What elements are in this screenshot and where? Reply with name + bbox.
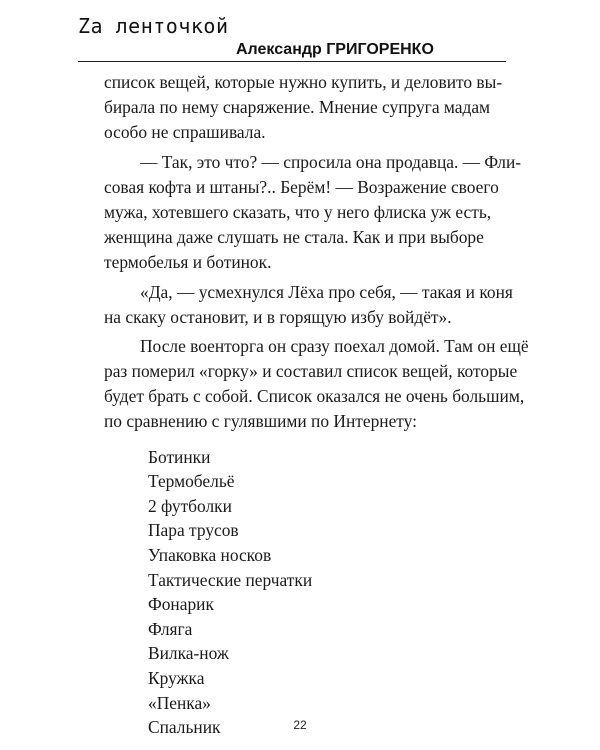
text-line: особо не спрашивала. xyxy=(104,122,266,143)
body-text xyxy=(104,70,529,740)
text-line: мужа, хотевшего сказать, что у него флиска уж есть, xyxy=(104,201,492,222)
packing-list xyxy=(104,445,516,740)
list-item: Фонарик xyxy=(148,594,214,615)
text-line: будет брать с собой. Список оказался не очень большим, xyxy=(104,386,525,407)
text-line: — Так, это что? — спросила она продавца. — Фли- xyxy=(140,151,522,172)
list-item: Кружка xyxy=(148,667,205,688)
page-number: 22 xyxy=(293,718,307,732)
list-item: Пара трусов xyxy=(148,520,239,541)
list-item: «Пенка» xyxy=(148,692,211,713)
text-line: После военторга он сразу поехал домой. Там он ещё xyxy=(140,335,529,356)
list-item: 2 футболки xyxy=(148,495,232,516)
list-item: Термобельё xyxy=(148,471,235,492)
text-line: женщина даже слушать не стала. Как и при выборе xyxy=(104,227,484,248)
list-item: Тактические перчатки xyxy=(148,569,313,590)
text-line: список вещей, которые нужно купить, и деловито вы- xyxy=(104,72,503,92)
text-line: раз померил «горку» и составил список вещей, которые xyxy=(104,361,518,382)
list-item: Ботинки xyxy=(148,446,211,467)
list-item: Вилка-нож xyxy=(148,643,229,664)
list-item: Фляга xyxy=(148,618,193,639)
text-line: бирала по нему снаряжение. Мнение супруга мадам xyxy=(104,97,491,118)
book-title: Zа ленточкой xyxy=(78,14,229,38)
text-line: совая кофта и штаны?.. Берём! — Возражение своего xyxy=(104,176,499,197)
text-line: термобелья и ботинок. xyxy=(104,252,272,273)
list-item: Упаковка носков xyxy=(148,545,272,565)
text-line: «Да, — усмехнулся Лёха про себя, — такая и коня xyxy=(140,281,513,302)
text-line: на скаку остановит, и в горящую избу войдёт». xyxy=(104,306,452,327)
author-name: Александр ГРИГОРЕНКО xyxy=(236,41,434,58)
list-item: Спальник xyxy=(148,717,221,738)
text-line: по сравнению с гулявшими по Интернету: xyxy=(104,411,417,432)
header-rule xyxy=(78,61,506,62)
